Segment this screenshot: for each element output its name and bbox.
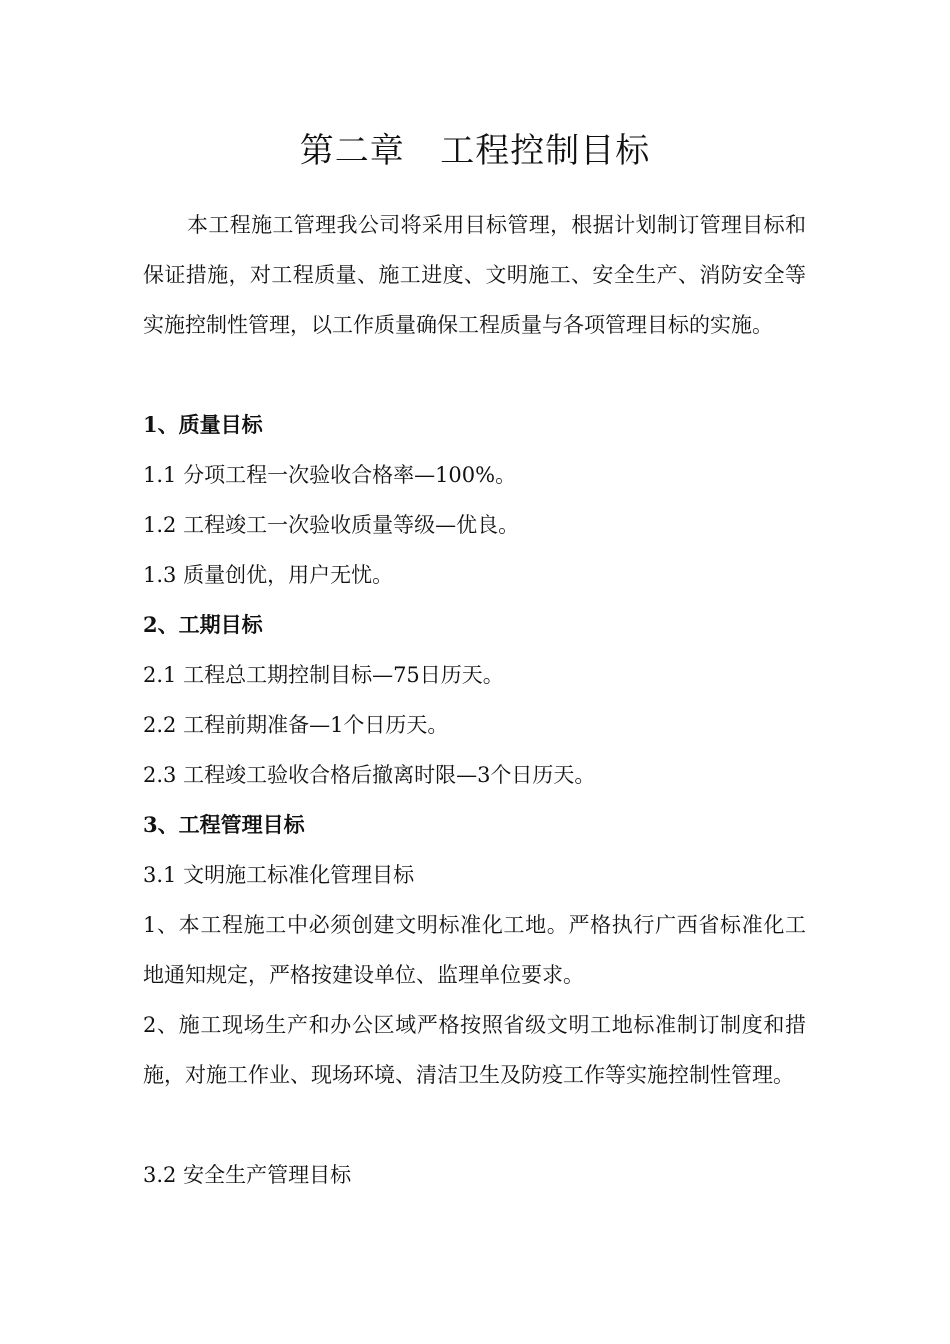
chapter-title: 第二章 工程控制目标 [299,131,651,171]
schedule-item-1: 2.1 工程总工期控制目标—75日历天。 [143,663,504,687]
schedule-item-3: 2.3 工程竣工验收合格后撤离时限—3个日历天。 [143,763,596,787]
management-subsection-1: 3.1 文明施工标准化管理目标 [143,863,415,887]
schedule-item-2: 2.2 工程前期准备—1个日历天。 [143,713,449,737]
quality-item-2: 1.2 工程竣工一次验收质量等级—优良。 [143,513,520,537]
quality-item-3: 1.3 质量创优，用户无忧。 [143,563,394,587]
intro-paragraph: 本工程施工管理我公司将采用目标管理，根据计划制订管理目标和保证措施，对工程质量、施工进度、文明施工、安全生产、消防安全等实施控制性管理，以工作质量确保工程质量与各项管理目标的实施。 [143,213,806,337]
management-paragraph-2: 2、施工现场生产和办公区域严格按照省级文明工地标准制订制度和措施，对施工作业、现场环境、清洁卫生及防疫工作等实施控制性管理。 [143,1013,806,1087]
section-heading-schedule: 2、工期目标 [143,612,263,637]
section-heading-management: 3、工程管理目标 [143,812,305,837]
management-subsection-2: 3.2 安全生产管理目标 [143,1163,352,1187]
quality-item-1: 1.1 分项工程一次验收合格率—100%。 [143,463,517,487]
section-heading-quality: 1、质量目标 [143,412,263,437]
management-paragraph-1: 1、本工程施工中必须创建文明标准化工地。严格执行广西省标准化工地通知规定，严格按建设单位、监理单位要求。 [143,913,806,987]
